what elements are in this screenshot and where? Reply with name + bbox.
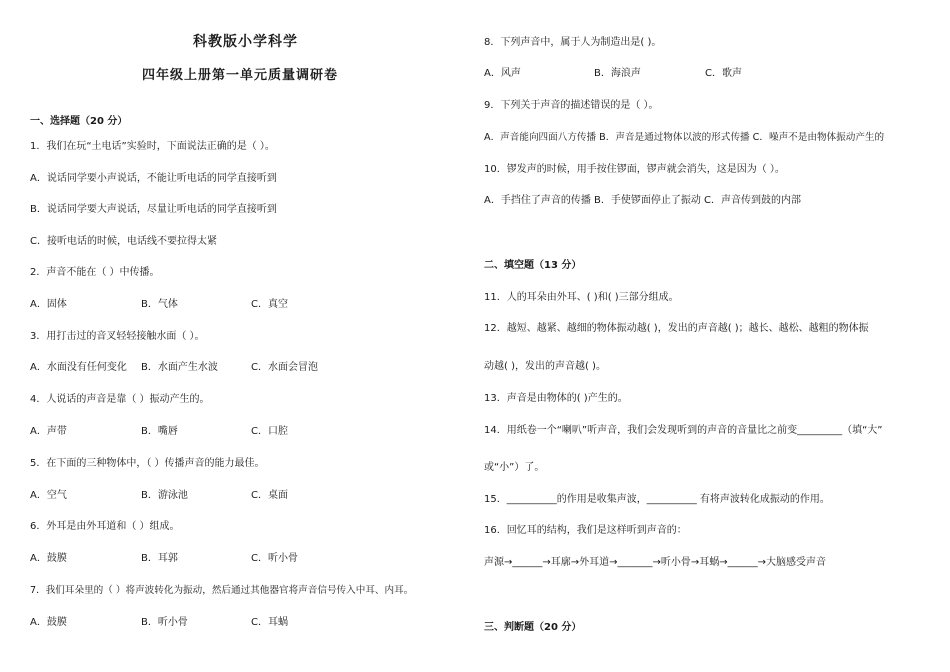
question-1-option-b: B．说话同学要大声说话，尽量让听电话的同学直接听到 bbox=[30, 204, 277, 215]
question-6-option-a: A．鼓膜 bbox=[30, 553, 67, 564]
question-4-option-b: B．嘴唇 bbox=[141, 426, 178, 437]
document-subtitle: 四年级上册第一单元质量调研卷 bbox=[142, 68, 339, 83]
question-6-option-c: C．听小骨 bbox=[251, 553, 298, 564]
section-heading-judge: 三、判断题（20 分） bbox=[484, 622, 582, 633]
question-3: 3．用打击过的音叉轻轻接触水面（ ）。 bbox=[30, 331, 205, 342]
question-10: 10．锣发声的时候，用手按住锣面，锣声就会消失，这是因为（ ）。 bbox=[484, 164, 785, 175]
question-8-option-c: C．歌声 bbox=[705, 68, 742, 79]
question-7-option-a: A．鼓膜 bbox=[30, 617, 67, 628]
question-12-line-2: 动越( )，发出的声音越( )。 bbox=[484, 361, 606, 372]
question-14-line-1: 14．用纸卷一个“喇叭”听声音，我们会发现听到的声音的音量比之前变_________（填“大” bbox=[484, 425, 883, 436]
document-title: 科教版小学科学 bbox=[193, 34, 298, 50]
question-9-options: A．声音能向四面八方传播 B．声音是通过物体以波的形式传播 C．噪声不是由物体振动产生的 bbox=[484, 132, 885, 143]
question-1-option-a: A．说话同学要小声说话，不能让听电话的同学直接听到 bbox=[30, 173, 277, 184]
question-2-option-c: C．真空 bbox=[251, 299, 288, 310]
question-4-option-c: C．口腔 bbox=[251, 426, 288, 437]
question-7: 7．我们耳朵里的（ ）将声波转化为振动，然后通过其他器官将声音信号传入中耳、内耳。 bbox=[30, 585, 414, 596]
question-2-option-a: A．固体 bbox=[30, 299, 67, 310]
question-8-option-b: B．海浪声 bbox=[594, 68, 641, 79]
question-2-option-b: B．气体 bbox=[141, 299, 178, 310]
question-14-line-2: 或“小”）了。 bbox=[484, 462, 545, 473]
question-16: 16．回忆耳的结构，我们是这样听到声音的： bbox=[484, 525, 687, 536]
section-heading-choice: 一、选择题（20 分） bbox=[30, 116, 128, 127]
question-12-line-1: 12．越短、越紧、越细的物体振动越( )，发出的声音越( )；越长、越松、越粗的物体振 bbox=[484, 323, 869, 334]
question-5: 5．在下面的三种物体中，（ ）传播声音的能力最佳。 bbox=[30, 458, 265, 469]
question-6-option-b: B．耳郭 bbox=[141, 553, 178, 564]
question-9: 9．下列关于声音的描述错误的是（ ）。 bbox=[484, 100, 659, 111]
question-15: 15．__________的作用是收集声波，__________ 有将声波转化成振动的作用。 bbox=[484, 494, 830, 505]
question-3-option-b: B．水面产生水波 bbox=[141, 362, 218, 373]
question-3-option-c: C．水面会冒泡 bbox=[251, 362, 318, 373]
question-5-option-c: C．桌面 bbox=[251, 490, 288, 501]
question-5-option-b: B．游泳池 bbox=[141, 490, 188, 501]
question-7-option-c: C．耳蜗 bbox=[251, 617, 288, 628]
question-13: 13．声音是由物体的( )产生的。 bbox=[484, 393, 628, 404]
question-1-option-c: C．接听电话的时候，电话线不要拉得太紧 bbox=[30, 236, 217, 247]
section-heading-fill: 二、填空题（13 分） bbox=[484, 260, 582, 271]
question-10-options: A．手挡住了声音的传播 B．手使锣面停止了振动 C．声音传到鼓的内部 bbox=[484, 195, 802, 206]
question-11: 11．人的耳朵由外耳、( )和( )三部分组成。 bbox=[484, 292, 679, 303]
question-7-option-b: B．听小骨 bbox=[141, 617, 188, 628]
question-8: 8．下列声音中，属于人为制造出是( )。 bbox=[484, 37, 662, 48]
question-5-option-a: A．空气 bbox=[30, 490, 67, 501]
question-8-option-a: A．风声 bbox=[484, 68, 521, 79]
question-4: 4．人说话的声音是靠（ ）振动产生的。 bbox=[30, 394, 210, 405]
question-3-option-a: A．水面没有任何变化 bbox=[30, 362, 127, 373]
question-16-chain: 声源→______→耳廓→外耳道→_______→听小骨→耳蜗→______→大脑感受声音 bbox=[484, 557, 827, 568]
question-1: 1．我们在玩“土电话”实验时，下面说法正确的是（ ）。 bbox=[30, 141, 275, 152]
question-4-option-a: A．声带 bbox=[30, 426, 67, 437]
question-2: 2．声音不能在（ ）中传播。 bbox=[30, 267, 160, 278]
question-6: 6．外耳是由外耳道和（ ）组成。 bbox=[30, 521, 180, 532]
